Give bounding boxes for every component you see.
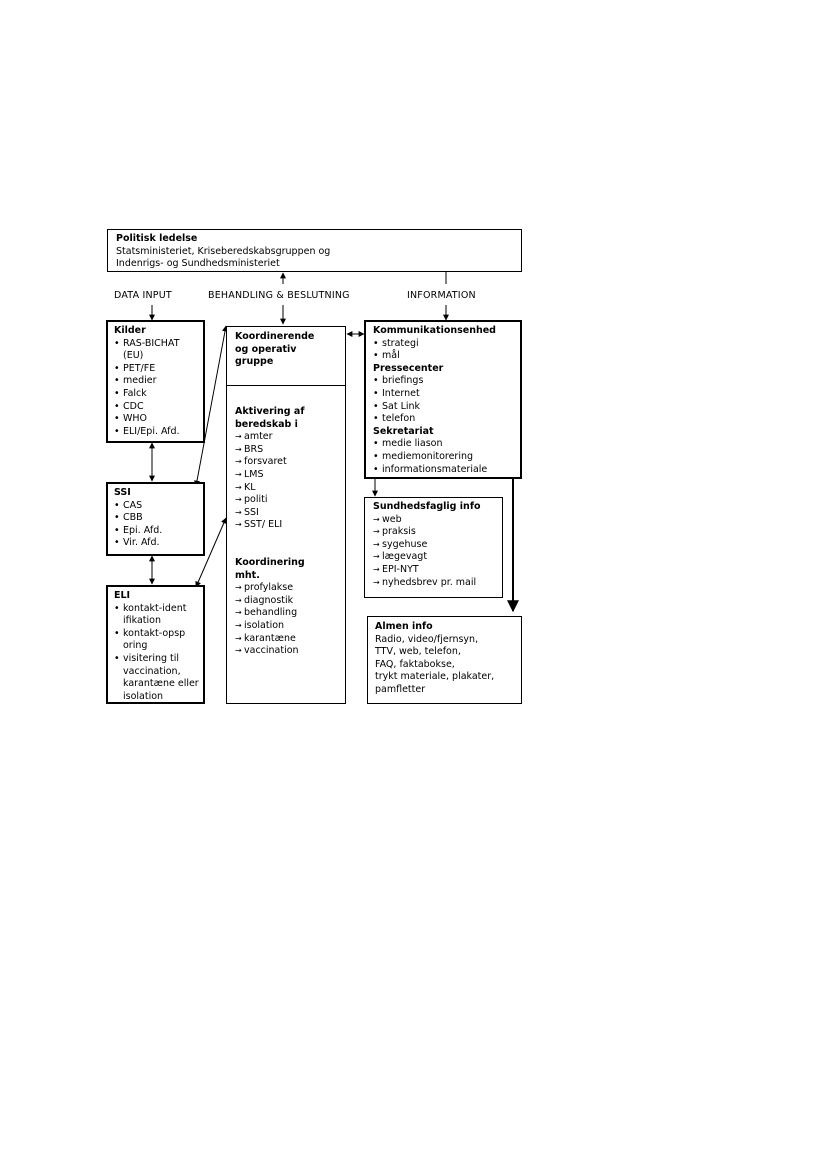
list-item: • Falck	[114, 388, 197, 401]
label-information: INFORMATION	[407, 290, 476, 301]
ssi-title: SSI	[114, 487, 131, 498]
list-item: → web	[373, 514, 494, 527]
koordinerende-title: Koordinerende og operativ gruppe	[235, 331, 315, 368]
eli-list	[114, 603, 197, 704]
sundhedsfaglig-list	[373, 514, 494, 590]
politisk-ledelse-line1: Statsministeriet, Kriseberedskabsgruppen og	[116, 245, 331, 257]
list-item: • RAS-BICHAT (EU)	[114, 338, 185, 363]
pressecenter-title: Pressecenter	[373, 362, 444, 374]
list-item: → profylakse	[235, 582, 337, 595]
almen-info-line: Radio, video/fjernsyn,	[375, 633, 479, 645]
eli-box	[106, 585, 205, 704]
sekretariat-title: Sekretariat	[373, 425, 434, 437]
list-item: → EPI-NYT	[373, 564, 494, 577]
list-item: → nyhedsbrev pr. mail	[373, 577, 494, 590]
list-item: • medie liason	[373, 438, 513, 451]
list-item: • mediemonitorering	[373, 451, 513, 464]
list-item: • medier	[114, 375, 197, 388]
list-item: → KL	[235, 482, 337, 495]
sundhedsfaglig-title: Sundhedsfaglig info	[373, 501, 481, 512]
list-item: • CAS	[114, 500, 197, 513]
list-item: • kontakt-identifikation	[114, 603, 187, 628]
koordinerende-body	[227, 386, 345, 658]
list-item: • ELI/Epi. Afd.	[114, 426, 197, 439]
list-item: → vaccination	[235, 645, 337, 658]
list-item: → karantæne	[235, 633, 337, 646]
koordinering-list	[235, 582, 337, 658]
list-item: • kontakt-opsporing	[114, 628, 187, 653]
politisk-ledelse-title: Politisk ledelse	[116, 233, 198, 244]
list-item: → diagnostik	[235, 595, 337, 608]
koordinerende-header	[227, 327, 345, 386]
politisk-ledelse-box	[107, 229, 522, 272]
koordinerende-box	[226, 326, 346, 704]
aktivering-title: Aktivering af beredskab i	[235, 406, 305, 430]
list-item: • informationsmateriale	[373, 464, 513, 477]
kommunikation-title: Kommunikationsenhed	[373, 325, 496, 336]
almen-info-line: TTV, web, telefon,	[375, 646, 461, 658]
kilder-list	[114, 338, 197, 439]
almen-info-line: FAQ, faktabokse,	[375, 658, 455, 670]
list-item: → sygehuse	[373, 539, 494, 552]
pressecenter-list	[373, 375, 513, 425]
list-item: • WHO	[114, 413, 197, 426]
list-item: → praksis	[373, 526, 494, 539]
list-item: • telefon	[373, 413, 513, 426]
list-item: → behandling	[235, 607, 337, 620]
list-item: • Vir. Afd.	[114, 537, 197, 550]
kommunikationsenhed-box	[364, 320, 522, 479]
label-data-input: DATA INPUT	[114, 290, 172, 301]
list-item: → forsvaret	[235, 456, 337, 469]
ssi-list	[114, 500, 197, 550]
list-item: → SSI	[235, 507, 337, 520]
list-item: • briefings	[373, 375, 513, 388]
koordinering-title: Koordinering mht.	[235, 556, 305, 581]
almen-info-box	[367, 616, 522, 704]
kilder-box	[106, 320, 205, 443]
list-item: → SST/ ELI	[235, 519, 337, 532]
list-item: → LMS	[235, 469, 337, 482]
list-item: → amter	[235, 431, 337, 444]
list-item: • CDC	[114, 401, 197, 414]
politisk-ledelse-line2: Indenrigs- og Sundhedsministeriet	[116, 258, 280, 270]
list-item: → politi	[235, 494, 337, 507]
list-item: • mål	[373, 350, 513, 363]
list-item: • Internet	[373, 388, 513, 401]
ssi-box	[106, 482, 205, 556]
almen-info-line: pamfletter	[375, 683, 426, 695]
list-item: • Epi. Afd.	[114, 525, 197, 538]
kommunikation-list	[373, 338, 513, 363]
list-item: • PET/FE	[114, 363, 197, 376]
eli-title: ELI	[114, 590, 131, 601]
list-item: → BRS	[235, 444, 337, 457]
list-item: • visitering til vaccination, karantæne eller isolation	[114, 653, 199, 703]
sundhedsfaglig-box	[364, 497, 503, 598]
list-item: • Sat Link	[373, 401, 513, 414]
almen-info-line: trykt materiale, plakater,	[375, 671, 495, 683]
list-item: • strategi	[373, 338, 513, 351]
list-item: • CBB	[114, 512, 197, 525]
label-behandling: BEHANDLING & BESLUTNING	[208, 290, 350, 301]
almen-info-title: Almen info	[375, 621, 433, 632]
kilder-title: Kilder	[114, 325, 146, 336]
sekretariat-list	[373, 438, 513, 476]
list-item: → isolation	[235, 620, 337, 633]
list-item: → lægevagt	[373, 551, 494, 564]
aktivering-list	[235, 431, 337, 532]
